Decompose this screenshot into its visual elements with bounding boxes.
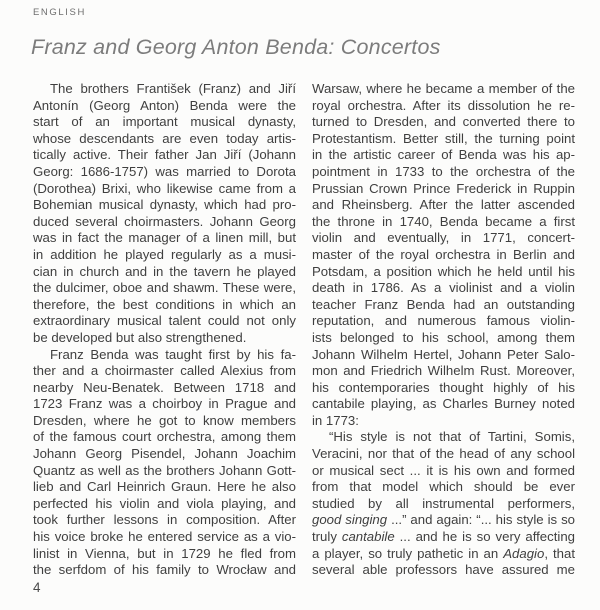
text-run: 1723 Franz was a choirboy in Prague and — [33, 396, 296, 412]
text-line — [33, 546, 296, 563]
text-run: turned to Dresden, and converted there to — [312, 114, 575, 130]
text-line — [312, 114, 575, 131]
italic-text: good singing — [312, 512, 388, 528]
text-line — [312, 562, 575, 579]
text-line — [33, 247, 296, 264]
text-line — [33, 181, 296, 198]
text-line — [33, 81, 296, 98]
text-run: The brothers František (Franz) and Jiří — [50, 81, 296, 96]
text-line — [312, 479, 575, 496]
text-run: be developed but also strengthened. — [33, 329, 247, 345]
text-line — [33, 230, 296, 247]
text-line — [33, 347, 296, 364]
text-run: perfected his violin and viola playing, and — [33, 495, 296, 511]
text-run: in the artistic career of Benda was his ap- — [312, 147, 575, 163]
text-line — [33, 413, 296, 430]
text-line — [312, 529, 575, 546]
article-body — [33, 81, 575, 579]
text-line — [312, 396, 575, 413]
text-line — [312, 363, 575, 380]
text-run: linist in Vienna, but in 1729 he fled from — [33, 545, 296, 561]
text-run: the serfdom of his family to Wrocław and — [33, 562, 296, 578]
text-line — [312, 546, 575, 563]
text-run: Potsdam, a position which he held until his — [312, 263, 575, 279]
text-run: Protestantism. Better still, the turning point — [312, 130, 575, 146]
text-line — [33, 446, 296, 463]
text-run: Johann Georg Pisendel, Johann Joachim — [33, 446, 296, 462]
text-line — [33, 396, 296, 413]
text-run: “His style is not that of Tartini, Somis, — [329, 429, 575, 445]
text-run: and Rheinsberg. After the latter ascended — [312, 197, 575, 213]
text-run: Prussian Crown Prince Frederick in Ruppin — [312, 180, 575, 196]
text-run: reputation, and numerous famous violin- — [312, 313, 575, 329]
text-line — [33, 164, 296, 181]
text-line — [33, 297, 296, 314]
text-line — [33, 214, 296, 231]
text-run: Johann Wilhelm Hertel, Johann Peter Salo- — [312, 346, 575, 362]
text-line — [312, 98, 575, 115]
text-run: ists belonged to his school, among them — [312, 329, 575, 345]
text-run: therefore, the best conditions in which an — [33, 296, 296, 312]
text-run: ... and he is so very affecting — [394, 529, 575, 545]
text-run: Antonín (Georg Anton) Benda were the — [33, 97, 296, 113]
text-run: Dresden, where he got to know members — [33, 412, 296, 428]
text-run: Warsaw, where he became a member of the — [312, 81, 575, 96]
text-line — [312, 512, 575, 529]
text-run: (Dorothea) Brixi, who likewise came from a — [33, 180, 296, 196]
text-run: cantabile playing, as Charles Burney noted — [312, 396, 575, 412]
text-run: Quantz as well as the brothers Johann Gott- — [33, 462, 296, 478]
text-line — [312, 446, 575, 463]
text-line — [312, 197, 575, 214]
text-line — [312, 81, 575, 98]
text-line — [33, 131, 296, 148]
text-run: studied by all instrumental performers, — [312, 495, 575, 511]
text-run: violin and eventually, in 1771, concert- — [312, 230, 575, 246]
page-number: 4 — [33, 580, 41, 595]
text-line — [312, 214, 575, 231]
text-run: ...” and again: “... his style is so — [387, 512, 576, 528]
text-line — [33, 429, 296, 446]
text-run: royal orchestra. After its dissolution he re- — [312, 97, 575, 113]
text-run: cian in church and in the tavern he played — [33, 263, 296, 279]
text-line — [33, 380, 296, 397]
text-run: mon and Friedrich Wilhelm Rust. Moreover, — [312, 363, 575, 379]
text-line — [312, 347, 575, 364]
text-run: ther and a choirmaster called Alexius from — [33, 363, 296, 379]
text-line — [312, 181, 575, 198]
text-run: was in fact the manager of a linen mill, but — [33, 230, 296, 246]
text-run: in addition he played regularly as a musi- — [33, 246, 296, 262]
text-run: the throne in 1740, Benda became a first — [312, 213, 575, 229]
text-line — [33, 264, 296, 281]
text-run: his contemporaries thought highly of his — [312, 379, 575, 395]
text-line — [33, 562, 296, 579]
text-line — [33, 98, 296, 115]
text-line — [312, 380, 575, 397]
text-run: the dulcimer, oboe and shawm. These were, — [33, 280, 296, 296]
text-run: pointment in 1733 to the orchestra of the — [312, 163, 575, 179]
text-run: whose descendants are even today artis- — [33, 130, 296, 146]
text-line — [33, 529, 296, 546]
text-run: his voice broke he entered service as a vio- — [33, 529, 296, 545]
text-run: Veracini, nor that of the head of any school — [312, 446, 575, 462]
text-run: a player, so truly pathetic in an — [312, 545, 504, 561]
text-run: in 1773: — [312, 412, 359, 428]
text-run: Franz Benda was taught first by his fa- — [50, 346, 296, 362]
text-run: teacher Franz Benda had an outstanding — [312, 296, 575, 312]
text-run: several able professors have assured me — [312, 562, 575, 578]
text-line — [312, 230, 575, 247]
text-run: duced several choirmasters. Johann Georg — [33, 213, 296, 229]
text-run: death in 1786. As a violinist and a violin — [312, 280, 575, 296]
text-line — [312, 463, 575, 480]
text-run: Bohemian musical dynasty, which had pro- — [33, 197, 296, 213]
text-run: of the famous court orchestra, among them — [33, 429, 296, 445]
text-line — [312, 164, 575, 181]
text-run: or musical sect ... it is his own and formed — [312, 462, 575, 478]
text-run: Georg: 1686-1757) was married to Dorota — [33, 163, 296, 179]
text-run: , that — [544, 545, 575, 561]
text-run: master of the royal orchestra in Berlin and — [312, 246, 575, 262]
text-line — [33, 280, 296, 297]
text-line — [33, 147, 296, 164]
text-line — [312, 280, 575, 297]
text-run: took further lessons in composition. After — [33, 512, 296, 528]
text-line — [312, 131, 575, 148]
text-line — [33, 330, 296, 347]
italic-text: Adagio — [503, 545, 545, 561]
language-header: ENGLISH — [33, 7, 86, 18]
text-line — [312, 297, 575, 314]
text-run: extraordinary musical talent could not only — [33, 313, 296, 329]
text-line — [33, 197, 296, 214]
column-right — [312, 81, 575, 579]
text-line — [312, 147, 575, 164]
page-title: Franz and Georg Anton Benda: Concertos — [31, 35, 441, 59]
text-run: from that model which should be ever — [312, 479, 575, 495]
text-run: tically active. Their father Jan Jiří (Johann — [33, 147, 296, 163]
text-line — [33, 114, 296, 131]
text-line — [33, 363, 296, 380]
text-line — [312, 247, 575, 264]
column-left — [33, 81, 296, 579]
text-line — [33, 313, 296, 330]
text-line — [33, 496, 296, 513]
text-line — [312, 429, 575, 446]
text-run: truly — [312, 529, 342, 545]
text-run: start of an important musical dynasty, — [33, 114, 296, 130]
text-run: nearby Neu-Benatek. Between 1718 and — [33, 379, 296, 395]
text-run: lieb and Carl Heinrich Graun. Here he also — [33, 479, 296, 495]
text-line — [312, 264, 575, 281]
text-line — [33, 512, 296, 529]
text-line — [33, 463, 296, 480]
text-line — [312, 413, 575, 430]
text-line — [312, 496, 575, 513]
text-line — [312, 313, 575, 330]
italic-text: cantabile — [341, 529, 395, 545]
text-line — [312, 330, 575, 347]
text-line — [33, 479, 296, 496]
